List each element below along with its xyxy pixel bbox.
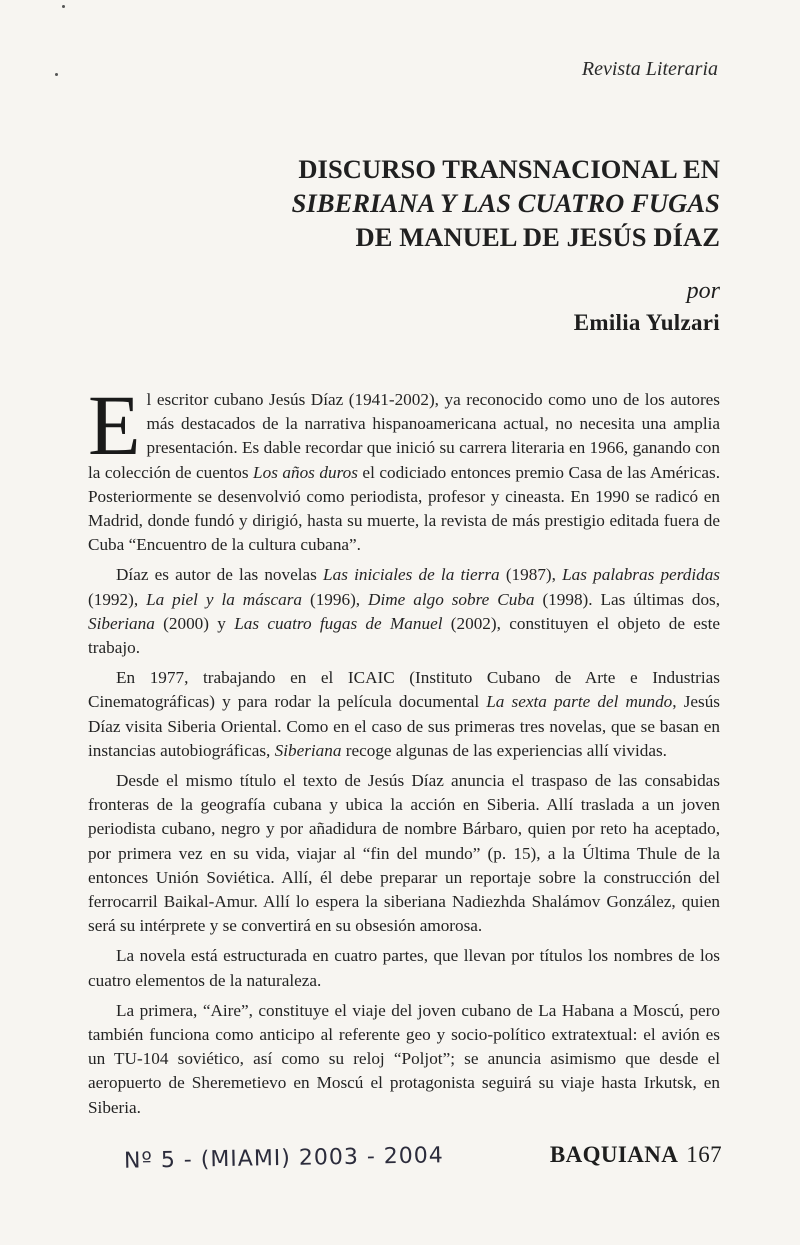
magazine-name: BAQUIANA <box>549 1142 679 1167</box>
handwritten-note: Nº 5 - (MIAMI) 2003 - 2004 <box>123 1143 444 1174</box>
paragraph-1-text-a: l escritor cubano Jesús Díaz (1941-2002), ya reconocido como uno de los autores más destacados de la narrativa hispanoamericana actual, no necesita una amplia presentación. Es dable recordar que inició su carrera literaria en 1966, ganando con la colección de cuentos <box>88 390 720 482</box>
running-header: Revista Literaria <box>581 58 718 80</box>
p2-j: Siberiana <box>88 613 155 633</box>
title-line-1: DISCURSO TRANSNACIONAL EN <box>298 154 720 184</box>
paragraph-1-text-c: el codiciado entonces premio Casa de las Américas. Posteriormente se desenvolvió como periodista, profesor y cineasta. En 1990 se radicó en Madrid, donde fundó y dirigió, hasta su muerte, la revista de más prestigio editada fuera de Cuba “Encuentro de la cultura cubana”. <box>88 462 720 555</box>
p2-c: (1987), <box>499 565 563 585</box>
p3-e: recoge algunas de las experiencias allí vividas. <box>341 740 667 760</box>
author-name: Emilia Yulzari <box>573 310 720 335</box>
byline <box>574 276 720 340</box>
paragraph-6: La primera, “Aire”, constituye el viaje del joven cubano de La Habana a Moscú, pero también funciona como anticipo al referente geo y socio-político extratextual: el avión es un TU-104 soviético, así como su reloj “Poljot”; se anuncia asimismo que desde el aeropuerto de Sheremetievo en Moscú el protagonista seguirá su viaje hasta Irkutsk, en Siberia. <box>88 1000 720 1117</box>
footer-magazine <box>550 1142 722 1168</box>
p2-f: La piel y la máscara <box>146 589 303 609</box>
paragraph-1 <box>88 377 720 557</box>
page-footer <box>124 1140 724 1190</box>
p2-d: Las palabras perdidas <box>562 565 720 585</box>
drop-cap: E <box>88 377 141 473</box>
p3-d: Siberiana <box>274 740 342 760</box>
p3-b: La sexta parte del mundo <box>486 692 673 712</box>
paragraph-5: La novela está estructurada en cuatro partes, que llevan por títulos los nombres de los cuatro elementos de la naturaleza. <box>88 946 720 990</box>
byline-prefix: por <box>686 278 720 304</box>
p2-h: Dime algo sobre Cuba <box>368 589 535 609</box>
scan-speck <box>62 5 65 8</box>
p2-a: Díaz es autor de las novelas <box>116 565 324 585</box>
p2-l: Las cuatro fugas de Manuel <box>234 613 443 633</box>
p3-a: En 1977, trabajando en el ICAIC (Instituto Cubano de Arte e Industrias Cinematográficas) y para rodar la película documental <box>88 668 720 712</box>
p2-e: (1992), <box>88 589 147 609</box>
article-body <box>88 377 721 1126</box>
paragraph-4: Desde el mismo título el texto de Jesús Díaz anuncia el traspaso de las consabidas fronteras de la geografía cubana y ubica la acción en Siberia. Allí traslada a un joven periodista cubano, negro y por añadidura de nombre Bárbaro, quien por reto ha aceptado, por primera vez en su vida, viajar al “fin del mundo” (p. 15), a la Última Thule de la entonces Unión Soviética. Allí, él debe preparar un reportaje sobre la construcción del ferrocarril Baikal-Amur. Allí lo espera la siberiana Nadiezhda Shalámov González, quien será su intérprete y se convertirá en su obsesión amorosa. <box>88 771 720 936</box>
p3-c: , Jesús Díaz visita Siberia Oriental. Como en el caso de sus primeras tres novelas, que se basan en instancias autobiográficas, <box>88 692 720 760</box>
paragraph-1-italic: Los años duros <box>253 462 358 482</box>
paragraph-3 <box>88 666 720 763</box>
title-line-3: DE MANUEL DE JESÚS DÍAZ <box>355 222 720 252</box>
scan-speck <box>55 73 58 76</box>
p2-k: (2000) y <box>154 613 235 633</box>
p2-i: (1998). Las últimas dos, <box>534 589 721 609</box>
p2-b: Las iniciales de la tierra <box>323 565 500 585</box>
p2-g: (1996), <box>302 589 369 609</box>
article-title <box>160 152 720 254</box>
page-number: 167 <box>686 1142 722 1167</box>
p2-m: (2002), constituyen el objeto de este trabajo. <box>88 613 721 658</box>
title-line-2: SIBERIANA Y LAS CUATRO FUGAS <box>291 188 720 218</box>
paragraph-2 <box>88 563 720 660</box>
